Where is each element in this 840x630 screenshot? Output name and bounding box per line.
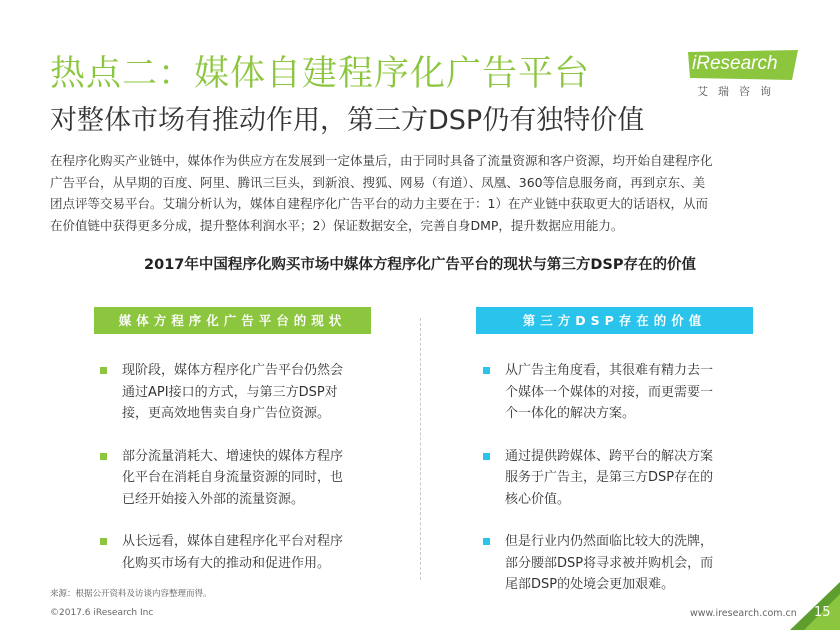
item-line: 核心价值。: [505, 491, 571, 507]
list-item: [483, 360, 753, 425]
copyright: ©2017.6 iResearch Inc: [50, 608, 154, 618]
right-column: [483, 360, 753, 617]
square-bullet-icon: [483, 538, 490, 545]
page-number: 15: [814, 605, 831, 620]
left-column-header: 媒体方程序化广告平台的现状: [94, 307, 371, 334]
column-divider: [420, 318, 421, 580]
item-line: 部分腰部DSP将寻求被并购机会，而: [505, 555, 714, 571]
item-line: 尾部DSP的处境会更加艰难。: [505, 577, 675, 592]
item-line: 从长远看，媒体自建程序化平台对程序: [122, 534, 344, 549]
item-line: 但是行业内仍然面临比较大的洗牌，: [505, 534, 714, 549]
intro-line: 在价值链中获得更多分成，提升整体利润水平；2）保证数据安全，完善自身DMP，提升数据应用能力。: [50, 217, 624, 233]
page-subtitle: 对整体市场有推动作用，第三方DSP仍有独特价值: [50, 105, 645, 136]
item-line: 服务于广告主，是第三方DSP存在的: [505, 470, 714, 485]
item-line: 部分流量消耗大、增速快的媒体方程序: [122, 448, 344, 464]
item-line: 通过提供跨媒体、跨平台的解决方案: [505, 448, 714, 464]
item-line: 个媒体一个媒体的对接，而更需要一: [505, 384, 714, 400]
item-line: 从广告主角度看，其很难有精力去一: [505, 363, 714, 378]
item-line: 化购买市场有大的推动和促进作用。: [122, 555, 331, 571]
item-line: 现阶段，媒体方程序化广告平台仍然会: [122, 363, 344, 378]
item-line: 化平台在消耗自身流量资源的同时，也: [122, 470, 344, 485]
page-title: 热点二：媒体自建程序化广告平台: [50, 54, 591, 94]
square-bullet-icon: [483, 453, 490, 460]
left-column: [100, 360, 370, 595]
list-item: [483, 531, 753, 596]
website-link[interactable]: www.iresearch.com.cn: [690, 608, 797, 619]
source-note: 来源：根据公开资料及访谈内容整理而得。: [50, 589, 212, 599]
item-line: 接，更高效地售卖自身广告位资源。: [122, 406, 331, 421]
square-bullet-icon: [100, 453, 107, 460]
logo-text: iResearch: [692, 53, 778, 74]
intro-line: 在程序化购买产业链中，媒体作为供应方在发展到一定体量后，由于同时具备了流量资源和客户资源，均开始自建程序化: [50, 153, 713, 168]
square-bullet-icon: [483, 367, 490, 374]
item-line: 已经开始接入外部的流量资源。: [122, 491, 305, 507]
square-bullet-icon: [100, 538, 107, 545]
item-line: 通过API接口的方式，与第三方DSP对: [122, 384, 338, 400]
intro-line: 团点评等交易平台。艾瑞分析认为，媒体自建程序化广告平台的动力主要在于：1）在产业链中获取更大的话语权，从而: [50, 196, 708, 211]
item-line: 个一体化的解决方案。: [505, 406, 636, 421]
list-item: [483, 446, 753, 511]
iresearch-logo: [688, 50, 798, 100]
section-title: 2017年中国程序化购买市场中媒体方程序化广告平台的现状与第三方DSP存在的价值: [144, 257, 696, 273]
list-item: [100, 360, 370, 425]
logo-subtext: 艾瑞咨询: [697, 85, 781, 98]
intro-line: 广告平台，从早期的百度、阿里、腾讯三巨头，到新浪、搜狐、网易（有道）、凤凰、360等信息服务商，再到京东、美: [50, 174, 706, 190]
list-item: [100, 446, 370, 511]
intro-paragraph: [50, 150, 798, 236]
right-column-header: 第三方DSP存在的价值: [476, 307, 753, 334]
list-item: [100, 531, 370, 574]
square-bullet-icon: [100, 367, 107, 374]
